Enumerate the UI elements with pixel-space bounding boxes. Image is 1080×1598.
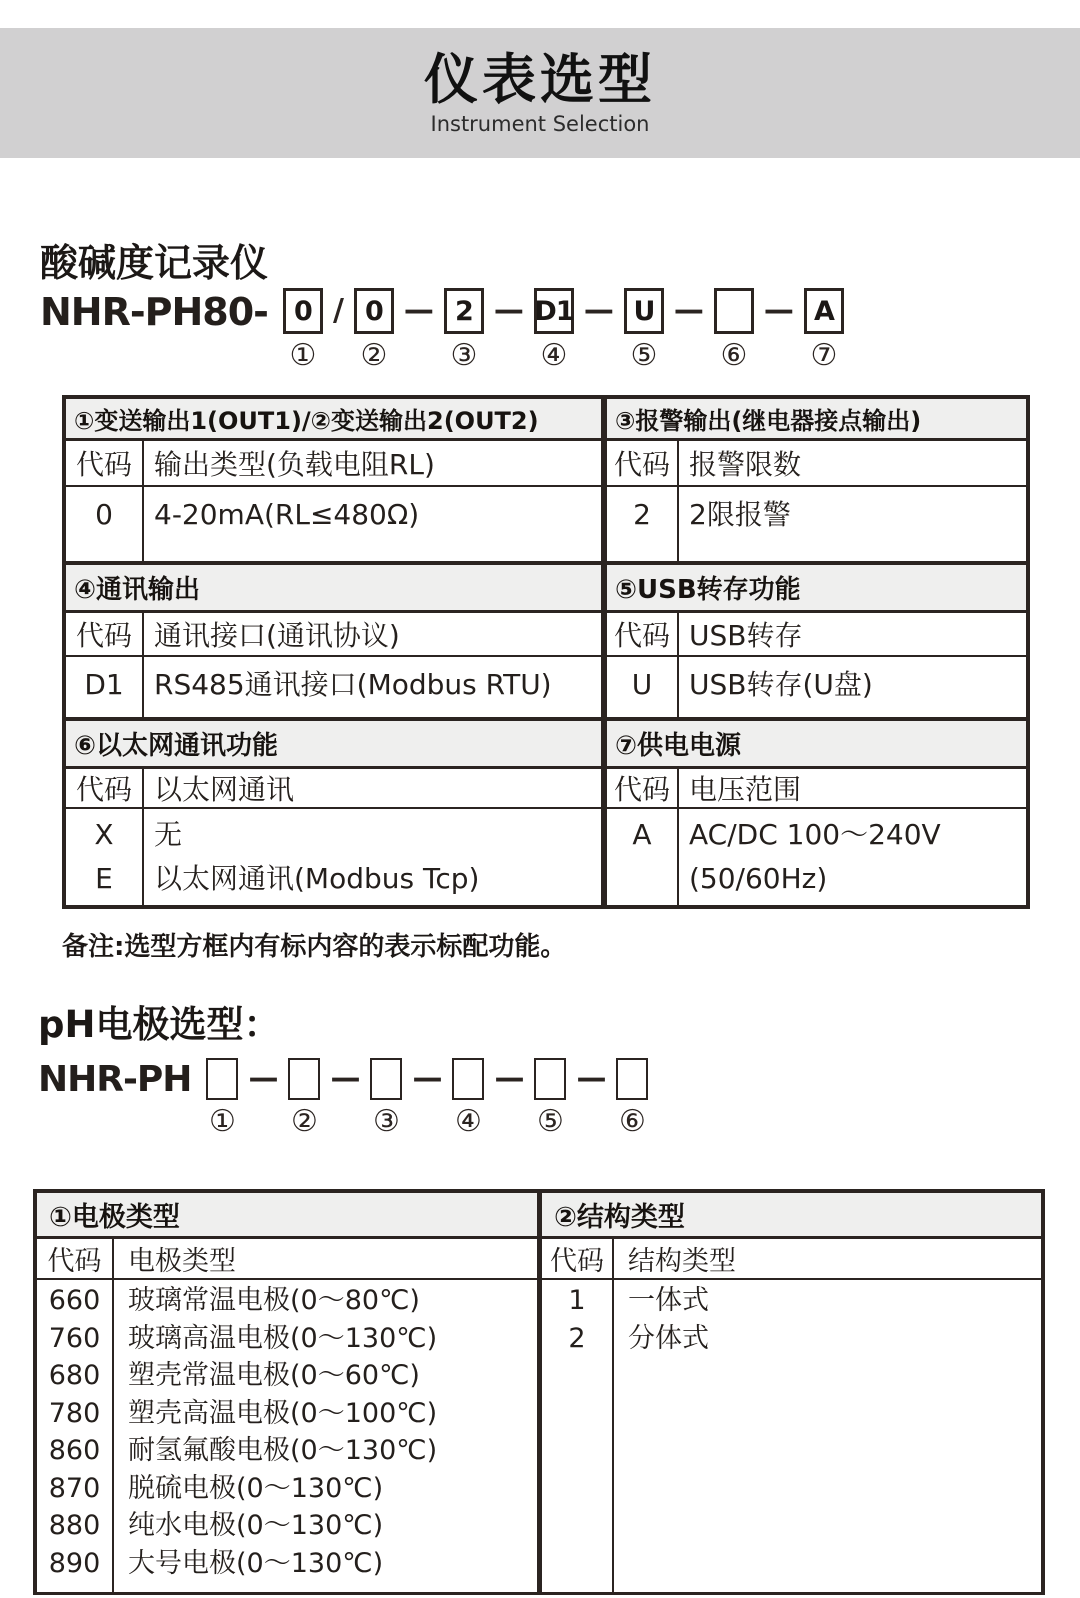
- circled-number-2: ②: [360, 338, 388, 373]
- model-prefix: NHR-PH: [38, 1059, 192, 1100]
- model-segment-4: [452, 1058, 484, 1137]
- model-box-4: D1: [534, 288, 574, 334]
- separator-dash: —: [330, 1061, 361, 1096]
- table-section-1: [66, 399, 1026, 561]
- circled-number-5: ⑤: [630, 338, 658, 373]
- separator-dash: —: [412, 1061, 443, 1096]
- value-row: [66, 809, 601, 905]
- type-label: 电压范围: [689, 773, 802, 806]
- circled-number-2: ②: [290, 1104, 318, 1139]
- separator-slash: /: [332, 293, 344, 328]
- circled-number-4: ④: [454, 1104, 482, 1139]
- structure-desc: 分体式: [628, 1322, 709, 1354]
- model-segment-3: [444, 288, 484, 371]
- section-comm-output: [66, 565, 601, 717]
- model-segment-1: [283, 288, 323, 371]
- code-label: 代码: [66, 613, 144, 655]
- model-segment-3: [370, 1058, 402, 1137]
- electrode-code: 780: [48, 1397, 101, 1429]
- column-label-row: [37, 1239, 537, 1280]
- code-cell: [607, 809, 679, 905]
- model-segment-1: [206, 1058, 238, 1137]
- electrode-code: 860: [48, 1435, 101, 1466]
- code-label: 代码: [66, 441, 144, 485]
- model-segment-6: [714, 288, 754, 371]
- electrode-desc: 玻璃常温电极(0～80℃): [128, 1285, 420, 1316]
- code-value: D1: [84, 668, 124, 701]
- desc-value: 以太网通讯(Modbus Tcp): [154, 862, 480, 895]
- model-box-2: 0: [354, 288, 394, 334]
- page-header-banner: [0, 28, 1080, 158]
- type-label: 报警限数: [689, 448, 802, 481]
- desc-column: [114, 1280, 537, 1592]
- column-label-row: [607, 441, 1026, 487]
- desc-value: 4-20mA(RL≤480Ω): [154, 498, 420, 531]
- type-label: 输出类型(负载电阻RL): [154, 448, 435, 481]
- structure-rows: [542, 1280, 1041, 1592]
- type-label: 结构类型: [628, 1246, 736, 1277]
- section-ethernet: [66, 721, 601, 905]
- desc-cell: [144, 487, 601, 561]
- separator-dash: —: [583, 293, 614, 328]
- model-box-7: A: [804, 288, 844, 334]
- type-label: 以太网通讯: [154, 773, 295, 806]
- code-label: 代码: [607, 613, 679, 655]
- code-value: U: [631, 668, 653, 701]
- electrode-code: 660: [48, 1285, 101, 1316]
- electrode-desc: 塑壳高温电极(0～100℃): [128, 1397, 438, 1429]
- section-header: ①电极类型: [37, 1193, 537, 1239]
- instrument-selection-table: [62, 395, 1030, 909]
- model-segment-4: [534, 288, 574, 371]
- section-header: ⑤USB转存功能: [607, 565, 1026, 613]
- code-cell: [607, 487, 679, 561]
- circled-number-1: ①: [208, 1104, 236, 1139]
- model-box-1-empty: [206, 1058, 238, 1100]
- electrode-code: 880: [48, 1510, 101, 1541]
- type-label: USB转存: [689, 619, 803, 652]
- model-segment-5: [624, 288, 664, 371]
- code-cell: [66, 487, 144, 561]
- desc-cell: [144, 657, 601, 717]
- section-usb-transfer: [601, 565, 1026, 717]
- circled-number-1: ①: [289, 338, 317, 373]
- electrode-code: 890: [48, 1547, 101, 1579]
- model-box-1: 0: [283, 288, 323, 334]
- electrode-code: 870: [48, 1472, 101, 1504]
- code-value: E: [95, 862, 113, 895]
- electrode-desc: 玻璃高温电极(0～130℃): [128, 1322, 438, 1354]
- electrode-desc: 大号电极(0～130℃): [128, 1547, 384, 1579]
- section-electrode-type: [37, 1193, 537, 1592]
- desc-value: RS485通讯接口(Modbus RTU): [154, 668, 552, 701]
- code-cell: [66, 657, 144, 717]
- code-column: [542, 1280, 614, 1592]
- section-alarm-output: [601, 399, 1026, 561]
- separator-dash: —: [494, 1061, 525, 1096]
- code-label: 代码: [37, 1239, 114, 1278]
- type-label: 电极类型: [128, 1246, 236, 1277]
- value-row: [66, 657, 601, 717]
- model-segment-2: [288, 1058, 320, 1137]
- code-cell: [607, 657, 679, 717]
- section-header: ②结构类型: [542, 1193, 1041, 1239]
- electrode-rows: [37, 1280, 537, 1592]
- section-header: ④通讯输出: [66, 565, 601, 613]
- electrode-code: 760: [48, 1322, 101, 1354]
- page-subtitle: Instrument Selection: [430, 111, 650, 136]
- structure-code: 2: [568, 1322, 586, 1354]
- electrode-desc: 塑壳常温电极(0～60℃): [128, 1360, 420, 1391]
- separator-dash: —: [403, 293, 434, 328]
- section-header: ⑥以太网通讯功能: [66, 721, 601, 769]
- model-box-6-empty: [714, 288, 754, 334]
- model-box-5-empty: [534, 1058, 566, 1100]
- circled-number-6: ⑥: [720, 338, 748, 373]
- separator-dash: —: [763, 293, 794, 328]
- electrode-desc: 纯水电极(0～130℃): [128, 1510, 384, 1541]
- code-value: X: [94, 818, 114, 851]
- code-label: 代码: [607, 769, 679, 807]
- section-header: ⑦供电电源: [607, 721, 1026, 769]
- desc-cell: [679, 657, 1026, 717]
- column-label-row: [66, 769, 601, 809]
- page-title: 仪表选型: [424, 48, 656, 112]
- separator-dash: —: [576, 1061, 607, 1096]
- section-transmit-output: [66, 399, 601, 561]
- model-segment-7: [804, 288, 844, 371]
- model-box-6-empty: [616, 1058, 648, 1100]
- desc-cell: [679, 809, 1026, 905]
- code-value: 2: [633, 498, 651, 531]
- recorder-model-code-row: [40, 288, 849, 371]
- model-box-5: U: [624, 288, 664, 334]
- code-label: 代码: [542, 1239, 614, 1278]
- column-label-row: [542, 1239, 1041, 1280]
- column-label-row: [607, 613, 1026, 657]
- note-text: 备注:选型方框内有标内容的表示标配功能。: [62, 932, 567, 962]
- electrode-code: 680: [48, 1360, 101, 1391]
- section-header: ①变送输出1(OUT1)/②变送输出2(OUT2): [66, 399, 601, 441]
- separator-dash: —: [248, 1061, 279, 1096]
- structure-desc: 一体式: [628, 1285, 709, 1316]
- section-power-supply: [601, 721, 1026, 905]
- circled-number-4: ④: [540, 338, 568, 373]
- desc-cell: [679, 487, 1026, 561]
- desc-value: 2限报警: [689, 498, 791, 531]
- desc-value: USB转存(U盘): [689, 668, 873, 701]
- recorder-section-title: 酸碱度记录仪: [40, 241, 269, 285]
- column-label-row: [66, 613, 601, 657]
- circled-number-5: ⑤: [536, 1104, 564, 1139]
- code-column: [37, 1280, 114, 1592]
- code-label: 代码: [66, 769, 144, 807]
- model-box-3-empty: [370, 1058, 402, 1100]
- circled-number-7: ⑦: [810, 338, 838, 373]
- model-segment-2: [354, 288, 394, 371]
- code-label: 代码: [607, 441, 679, 485]
- separator-dash: —: [673, 293, 704, 328]
- separator-dash: —: [493, 293, 524, 328]
- section-structure-type: [537, 1193, 1041, 1592]
- circled-number-6: ⑥: [618, 1104, 646, 1139]
- code-value: 0: [95, 498, 113, 531]
- column-label-row: [66, 441, 601, 487]
- desc-column: [614, 1280, 1041, 1592]
- circled-number-3: ③: [372, 1104, 400, 1139]
- code-cell: [66, 809, 144, 905]
- value-row: [66, 487, 601, 561]
- desc-value: 无: [154, 818, 183, 851]
- electrode-desc: 耐氢氟酸电极(0～130℃): [128, 1435, 438, 1466]
- type-label: 通讯接口(通讯协议): [154, 619, 400, 652]
- table-section-3: [66, 717, 1026, 905]
- structure-code: 1: [568, 1285, 586, 1316]
- model-box-4-empty: [452, 1058, 484, 1100]
- section-header: ③报警输出(继电器接点输出): [607, 399, 1026, 441]
- value-row: [607, 487, 1026, 561]
- circled-number-3: ③: [450, 338, 478, 373]
- table-section-2: [66, 561, 1026, 717]
- desc-value: AC/DC 100～240V: [689, 818, 941, 851]
- electrode-desc: 脱硫电极(0～130℃): [128, 1472, 384, 1504]
- model-box-3: 2: [444, 288, 484, 334]
- model-prefix: NHR-PH80-: [40, 290, 268, 334]
- value-row: [607, 809, 1026, 905]
- electrode-selection-table: [33, 1189, 1045, 1595]
- electrode-section-title: pH电极选型：: [38, 1003, 281, 1046]
- value-row: [607, 657, 1026, 717]
- electrode-model-code-row: [38, 1058, 653, 1137]
- column-label-row: [607, 769, 1026, 809]
- code-value: A: [632, 818, 652, 851]
- desc-cell: [144, 809, 601, 905]
- model-box-2-empty: [288, 1058, 320, 1100]
- model-segment-5: [534, 1058, 566, 1137]
- desc-value-line2: (50/60Hz): [689, 862, 828, 895]
- model-segment-6: [616, 1058, 648, 1137]
